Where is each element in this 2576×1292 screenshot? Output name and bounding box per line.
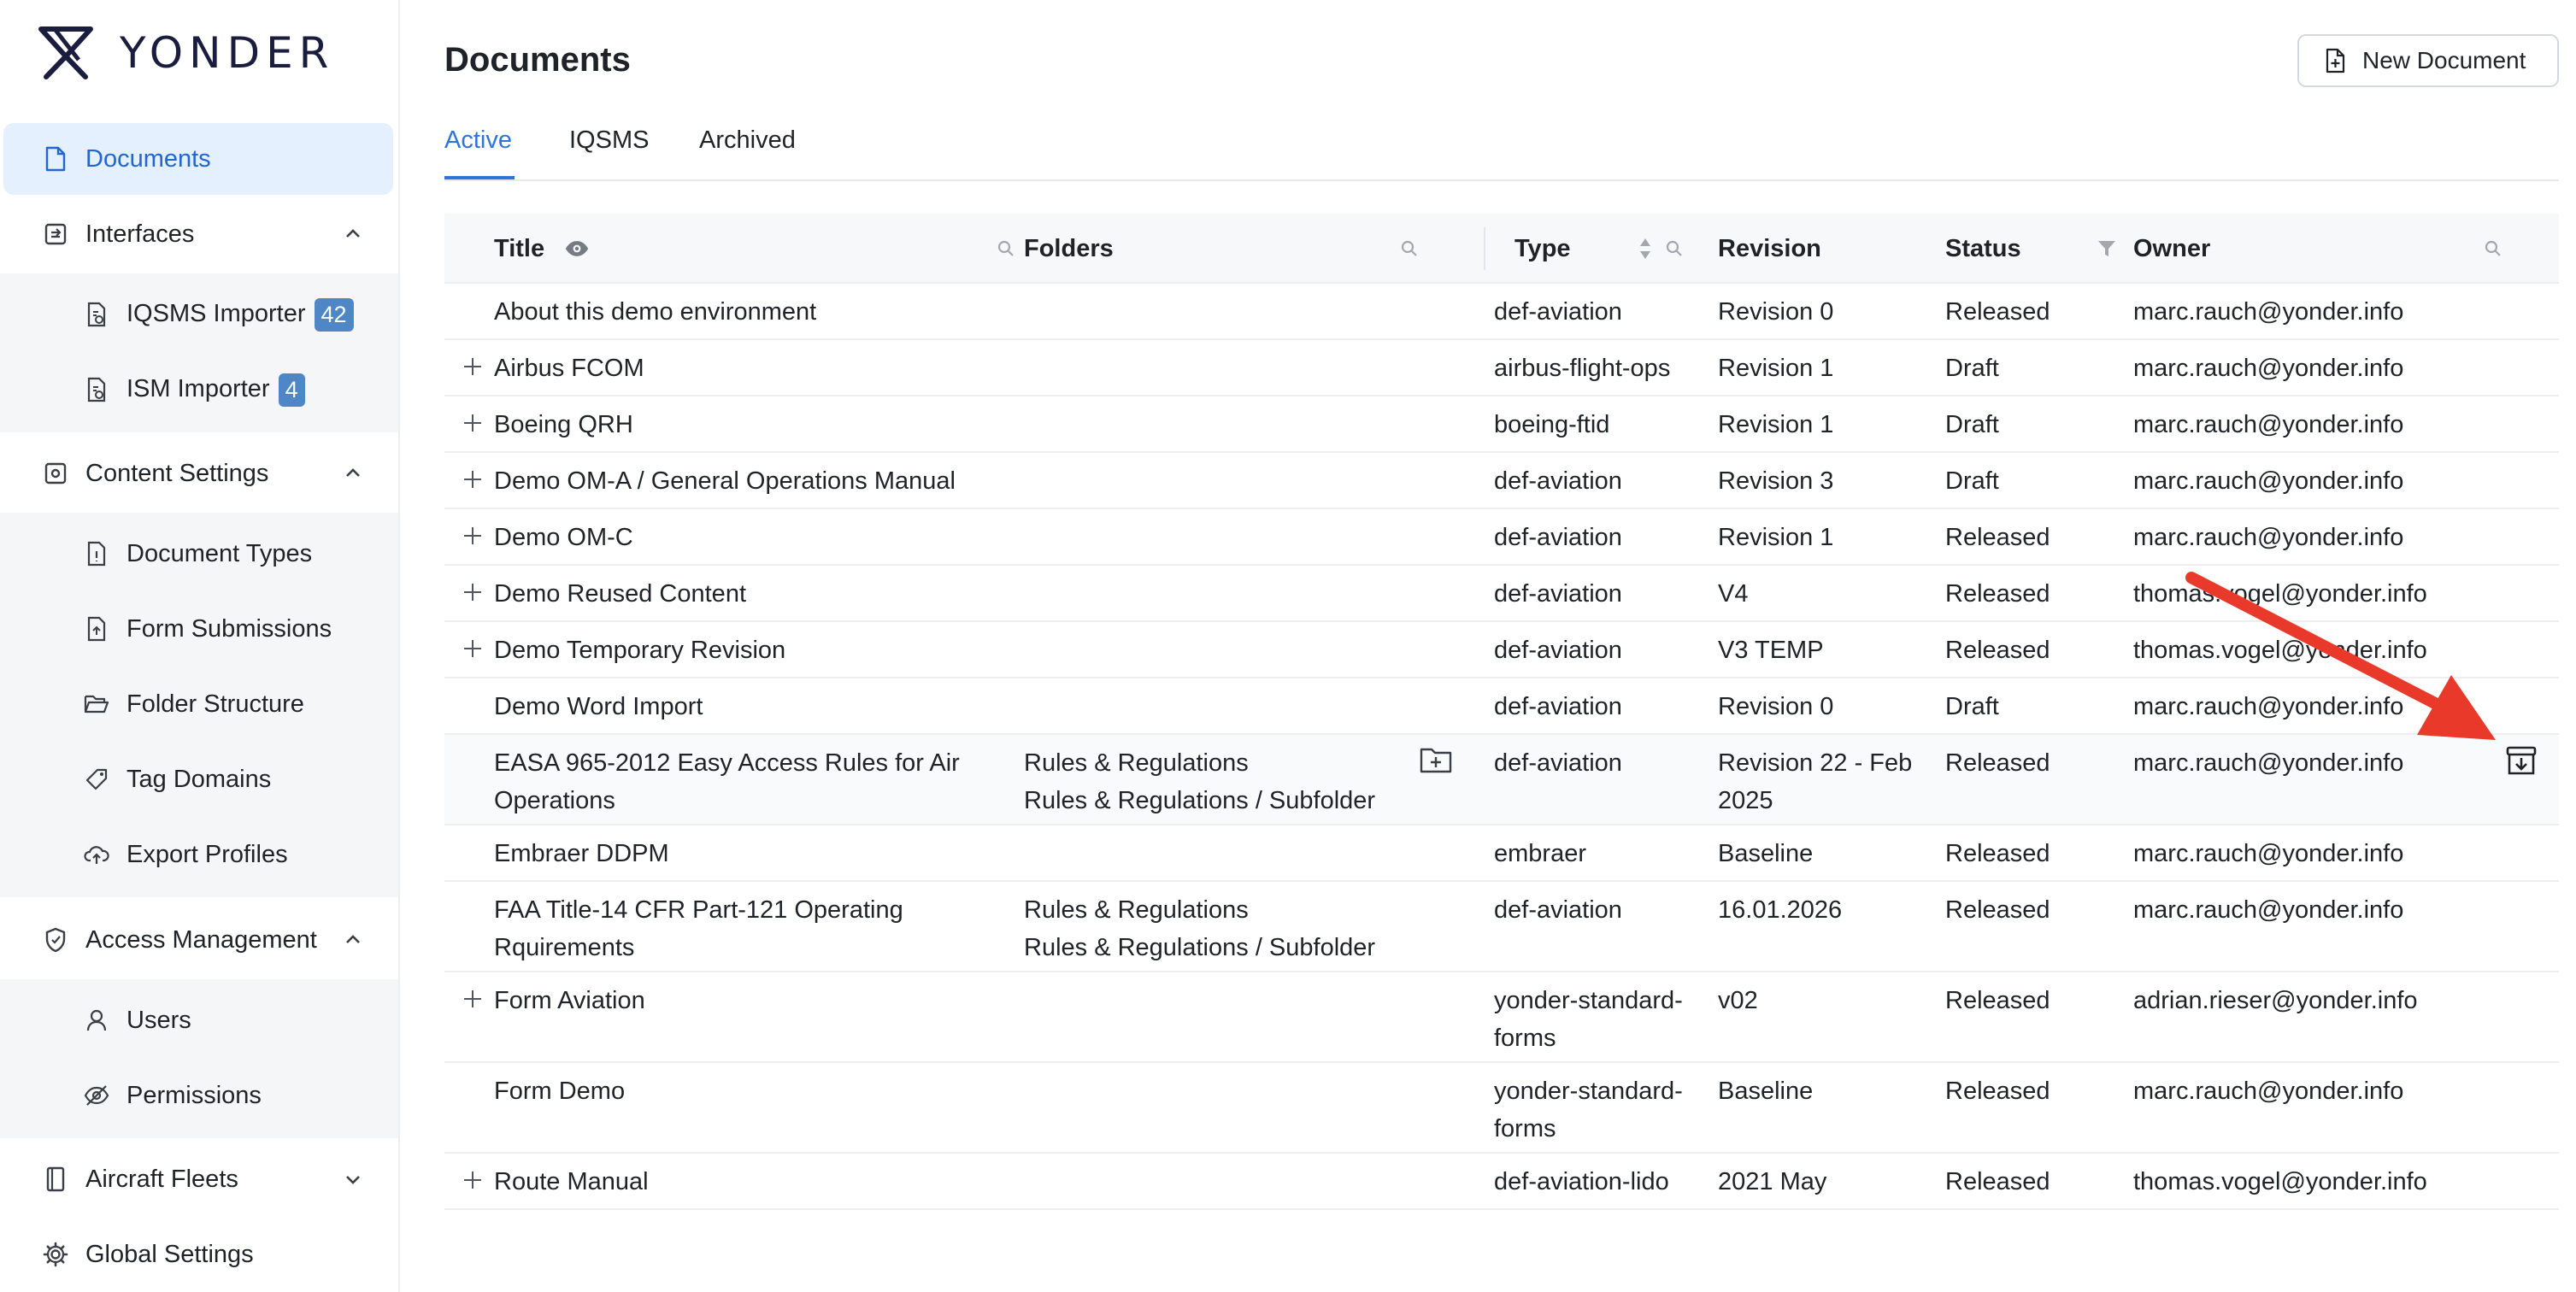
cell-type-line: forms (1494, 1025, 1556, 1052)
sidebar-item-label: Interfaces (85, 220, 195, 248)
sidebar-item-iqsms-importer[interactable] (0, 277, 398, 352)
chevron-up-icon[interactable] (342, 223, 364, 245)
gear-icon (43, 1242, 68, 1267)
shield-icon (43, 927, 68, 953)
cell-status: Released (1945, 896, 2050, 924)
expand-row-icon[interactable] (462, 355, 484, 378)
expand-row-icon[interactable] (462, 988, 484, 1010)
eye-off-icon (84, 1083, 109, 1108)
form-icon (84, 616, 109, 642)
cell-title[interactable] (494, 293, 1007, 331)
sidebar-item-access-management[interactable] (0, 904, 400, 976)
cell-revision (1718, 835, 1940, 872)
sort-icon[interactable] (1632, 236, 1658, 261)
cell-revision-line: Revision 0 (1718, 693, 1834, 720)
cell-status: Released (1945, 637, 2050, 664)
column-header-title[interactable]: Title (494, 234, 545, 262)
column-header-folders[interactable]: Folders (1024, 234, 1114, 262)
interfaces-submenu (0, 273, 398, 432)
cell-title-line: Embraer DDPM (494, 840, 669, 867)
cell-revision-line: 2025 (1718, 787, 1773, 814)
cell-type (1494, 835, 1708, 872)
eye-icon[interactable] (564, 236, 590, 261)
table-row[interactable] (444, 678, 2559, 735)
chevron-up-icon[interactable] (342, 929, 364, 951)
sidebar-item-label: Export Profiles (126, 840, 288, 868)
column-header-status[interactable]: Status (1945, 234, 2021, 262)
content-settings-icon (43, 461, 68, 486)
cell-title[interactable] (494, 349, 1007, 387)
column-divider[interactable] (1484, 227, 1485, 270)
sidebar-item-content-settings[interactable] (0, 438, 400, 509)
cell-title-line: Demo Temporary Revision (494, 637, 786, 664)
new-document-label: New Document (2362, 47, 2526, 73)
cell-type (1494, 575, 1708, 613)
cell-type (1494, 982, 1708, 1057)
cell-revision (1718, 519, 1940, 556)
cell-title-line: Demo Word Import (494, 693, 703, 720)
table-row[interactable] (444, 882, 2559, 972)
sidebar-item-label: ISM Importer (126, 374, 270, 402)
cell-title-line: FAA Title-14 CFR Part-121 Operating (494, 896, 903, 924)
cell-title[interactable] (494, 575, 1007, 613)
cell-status: Released (1945, 298, 2050, 326)
cell-revision (1718, 631, 1940, 669)
cell-owner: marc.rauch@yonder.info (2133, 1078, 2404, 1105)
cell-owner: marc.rauch@yonder.info (2133, 355, 2404, 382)
expand-row-icon[interactable] (462, 525, 484, 547)
cell-title-line: Operations (494, 787, 615, 814)
cell-revision-line: Revision 1 (1718, 411, 1834, 438)
table-row[interactable] (444, 340, 2559, 396)
yonder-logo-icon (38, 26, 94, 80)
cell-owner: marc.rauch@yonder.info (2133, 896, 2404, 924)
cell-owner: marc.rauch@yonder.info (2133, 467, 2404, 495)
cell-revision-line: Revision 1 (1718, 355, 1834, 382)
sidebar-item-folder-structure[interactable] (0, 667, 398, 742)
cell-owner: thomas.vogel@yonder.info (2133, 1168, 2427, 1195)
cell-type (1494, 744, 1708, 782)
cell-type-line: forms (1494, 1115, 1556, 1142)
table-row[interactable] (444, 396, 2559, 453)
table-row[interactable] (444, 825, 2559, 882)
cell-title[interactable] (494, 406, 1007, 443)
cell-title-line: Demo OM-C (494, 524, 633, 551)
cell-status: Released (1945, 1168, 2050, 1195)
cell-type-line: airbus-flight-ops (1494, 355, 1671, 382)
sidebar-item-label: Content Settings (85, 459, 269, 487)
cell-revision (1718, 349, 1940, 387)
cell-status: Released (1945, 580, 2050, 608)
cell-status: Released (1945, 987, 2050, 1014)
archive-icon[interactable] (2504, 743, 2538, 778)
cell-type-line: def-aviation (1494, 896, 1622, 924)
cell-title-line: Form Demo (494, 1078, 626, 1105)
new-document-button[interactable] (2297, 34, 2559, 87)
cell-folders (1024, 744, 1426, 819)
tab-active[interactable]: Active (444, 126, 515, 179)
cell-type (1494, 631, 1708, 669)
sidebar-item-label: Documents (85, 144, 211, 173)
sidebar-item-form-submissions[interactable] (0, 591, 398, 667)
table-row[interactable] (444, 1154, 2559, 1210)
cell-revision (1718, 406, 1940, 443)
page-title: Documents (444, 41, 631, 79)
cell-revision-line: 16.01.2026 (1718, 896, 1843, 924)
interfaces-icon (43, 221, 68, 247)
sidebar-item-document-types[interactable] (0, 516, 398, 591)
cell-owner: adrian.rieser@yonder.info (2133, 987, 2418, 1014)
cell-revision (1718, 982, 1940, 1019)
cell-type-line: def-aviation (1494, 298, 1622, 326)
cell-folders-line: Rules & Regulations (1024, 896, 1249, 924)
cell-title-line: Demo Reused Content (494, 580, 746, 608)
sidebar-item-label: Form Submissions (126, 614, 332, 643)
cell-owner: marc.rauch@yonder.info (2133, 693, 2404, 720)
cell-owner: thomas.vogel@yonder.info (2133, 637, 2427, 664)
cell-status: Draft (1945, 693, 1999, 720)
sidebar-item-export-profiles[interactable] (0, 817, 398, 892)
document-type-icon (84, 541, 109, 567)
sidebar-item-documents[interactable] (3, 123, 393, 195)
cell-revision (1718, 744, 1940, 819)
sidebar (0, 0, 400, 1292)
sidebar-item-label: Aircraft Fleets (85, 1165, 238, 1193)
cell-title[interactable] (494, 1163, 1007, 1201)
cell-status: Released (1945, 524, 2050, 551)
add-folder-icon[interactable] (1419, 743, 1453, 778)
table-row[interactable] (444, 566, 2559, 622)
content-settings-submenu (0, 513, 398, 897)
cell-revision (1718, 891, 1940, 929)
cell-type (1494, 1163, 1708, 1201)
sidebar-item-aircraft-fleets[interactable] (0, 1143, 400, 1215)
cell-title-line: Airbus FCOM (494, 355, 644, 382)
document-tabs (444, 120, 2559, 181)
cell-title-line: Boeing QRH (494, 411, 633, 438)
cell-title[interactable] (494, 519, 1007, 556)
folder-open-icon (84, 691, 109, 717)
cell-revision-line: V4 (1718, 580, 1749, 608)
cell-type (1494, 349, 1708, 387)
cell-status: Released (1945, 1078, 2050, 1105)
cell-type (1494, 688, 1708, 725)
sidebar-item-label: Permissions (126, 1081, 262, 1109)
sidebar-item-ism-importer[interactable] (0, 352, 398, 427)
cell-type (1494, 462, 1708, 500)
cell-revision-line: Revision 22 - Feb (1718, 749, 1913, 777)
table-row[interactable] (444, 735, 2559, 825)
sidebar-item-label: Document Types (126, 539, 313, 567)
sidebar-item-label: IQSMS Importer (126, 299, 306, 327)
cell-type (1494, 406, 1708, 443)
table-row[interactable] (444, 1063, 2559, 1154)
cell-revision-line: Revision 1 (1718, 524, 1834, 551)
cell-status: Released (1945, 749, 2050, 777)
cell-folders-line: Rules & Regulations / Subfolder (1024, 934, 1376, 961)
expand-row-icon[interactable] (462, 412, 484, 434)
table-row[interactable] (444, 622, 2559, 678)
expand-row-icon[interactable] (462, 1169, 484, 1191)
chevron-down-icon[interactable] (342, 1168, 364, 1190)
cell-type-line: def-aviation (1494, 524, 1622, 551)
cell-title[interactable] (494, 1072, 1007, 1110)
cell-title[interactable] (494, 688, 1007, 725)
cell-title-line: About this demo environment (494, 298, 817, 326)
cell-revision (1718, 688, 1940, 725)
cell-revision (1718, 1163, 1940, 1201)
cell-revision (1718, 293, 1940, 331)
cell-status: Draft (1945, 411, 1999, 438)
cell-owner: marc.rauch@yonder.info (2133, 298, 2404, 326)
tab-iqsms[interactable]: IQSMS (569, 126, 650, 154)
sidebar-item-label: Folder Structure (126, 690, 304, 718)
cell-revision-line: v02 (1718, 987, 1758, 1014)
sidebar-item-label: Access Management (85, 925, 317, 954)
cell-title[interactable] (494, 835, 1007, 872)
count-badge: 42 (315, 298, 354, 332)
sidebar-item-users[interactable] (0, 983, 398, 1058)
document-icon (43, 146, 68, 172)
sidebar-item-interfaces[interactable] (0, 198, 400, 270)
yonder-logo[interactable] (38, 26, 334, 80)
search-icon[interactable] (2480, 236, 2506, 261)
tab-archived[interactable]: Archived (699, 126, 796, 154)
table-row[interactable] (444, 284, 2559, 340)
sidebar-item-tag-domains[interactable] (0, 742, 398, 817)
book-icon (43, 1166, 68, 1192)
cell-title[interactable] (494, 462, 1007, 500)
cell-type (1494, 891, 1708, 929)
filter-icon[interactable] (2094, 236, 2120, 261)
new-document-icon (2323, 48, 2349, 73)
cell-owner: marc.rauch@yonder.info (2133, 411, 2404, 438)
cell-folders (1024, 891, 1426, 966)
sidebar-item-label: Global Settings (85, 1240, 254, 1268)
cell-type-line: def-aviation (1494, 467, 1622, 495)
importer-icon (84, 302, 109, 327)
sidebar-item-permissions[interactable] (0, 1058, 398, 1133)
cell-type-line: def-aviation (1494, 580, 1622, 608)
cell-type-line: yonder-standard- (1494, 1078, 1683, 1105)
cell-revision-line: V3 TEMP (1718, 637, 1824, 664)
cell-type-line: def-aviation (1494, 637, 1622, 664)
cell-revision-line: 2021 May (1718, 1168, 1827, 1195)
cell-owner: marc.rauch@yonder.info (2133, 840, 2404, 867)
cell-revision-line: Baseline (1718, 1078, 1814, 1105)
cell-title[interactable] (494, 891, 1007, 966)
cell-status: Draft (1945, 355, 1999, 382)
cell-title-line: Route Manual (494, 1168, 649, 1195)
cell-revision-line: Revision 3 (1718, 467, 1834, 495)
search-icon[interactable] (1661, 236, 1687, 261)
cell-revision (1718, 462, 1940, 500)
sidebar-item-label: Users (126, 1006, 191, 1034)
cell-title-line: Form Aviation (494, 987, 645, 1014)
cell-type (1494, 1072, 1708, 1148)
cell-type-line: boeing-ftid (1494, 411, 1610, 438)
cell-type (1494, 293, 1708, 331)
cell-title-line: EASA 965-2012 Easy Access Rules for Air (494, 749, 960, 777)
table-header (444, 214, 2559, 284)
cell-title-line: Rquirements (494, 934, 635, 961)
cell-type-line: yonder-standard- (1494, 987, 1683, 1014)
table-row[interactable] (444, 972, 2559, 1063)
cell-title[interactable] (494, 982, 1007, 1019)
cell-status: Draft (1945, 467, 1999, 495)
expand-row-icon[interactable] (462, 637, 484, 660)
brand-name: YONDER (120, 28, 335, 78)
cell-owner: marc.rauch@yonder.info (2133, 524, 2404, 551)
cell-folders-line: Rules & Regulations / Subfolder (1024, 787, 1376, 814)
tag-icon (84, 766, 109, 792)
cell-title[interactable] (494, 631, 1007, 669)
cell-type-line: embraer (1494, 840, 1586, 867)
table-row[interactable] (444, 453, 2559, 509)
cloud-upload-icon (84, 842, 109, 867)
user-icon (84, 1007, 109, 1033)
cell-revision-line: Baseline (1718, 840, 1814, 867)
column-header-type[interactable]: Type (1514, 234, 1571, 262)
search-icon[interactable] (1397, 236, 1422, 261)
cell-folders-line: Rules & Regulations (1024, 749, 1249, 777)
table-row[interactable] (444, 509, 2559, 566)
column-header-revision[interactable]: Revision (1718, 234, 1821, 262)
search-icon[interactable] (993, 236, 1019, 261)
cell-revision-line: Revision 0 (1718, 298, 1834, 326)
cell-owner: marc.rauch@yonder.info (2133, 749, 2404, 777)
chevron-up-icon[interactable] (342, 462, 364, 484)
cell-owner: thomas.vogel@yonder.info (2133, 580, 2427, 608)
cell-title-line: Demo OM-A / General Operations Manual (494, 467, 956, 495)
cell-type-line: def-aviation (1494, 693, 1622, 720)
cell-type (1494, 519, 1708, 556)
column-header-owner[interactable]: Owner (2133, 234, 2211, 262)
cell-revision (1718, 1072, 1940, 1110)
cell-type-line: def-aviation (1494, 749, 1622, 777)
access-management-submenu (0, 979, 398, 1138)
sidebar-item-global-settings[interactable] (0, 1219, 400, 1290)
expand-row-icon[interactable] (462, 468, 484, 490)
sidebar-item-label: Tag Domains (126, 765, 272, 793)
cell-type-line: def-aviation-lido (1494, 1168, 1669, 1195)
expand-row-icon[interactable] (462, 581, 484, 603)
cell-status: Released (1945, 840, 2050, 867)
cell-title[interactable] (494, 744, 1007, 819)
count-badge: 4 (279, 373, 305, 407)
importer-icon (84, 377, 109, 402)
cell-revision (1718, 575, 1940, 613)
